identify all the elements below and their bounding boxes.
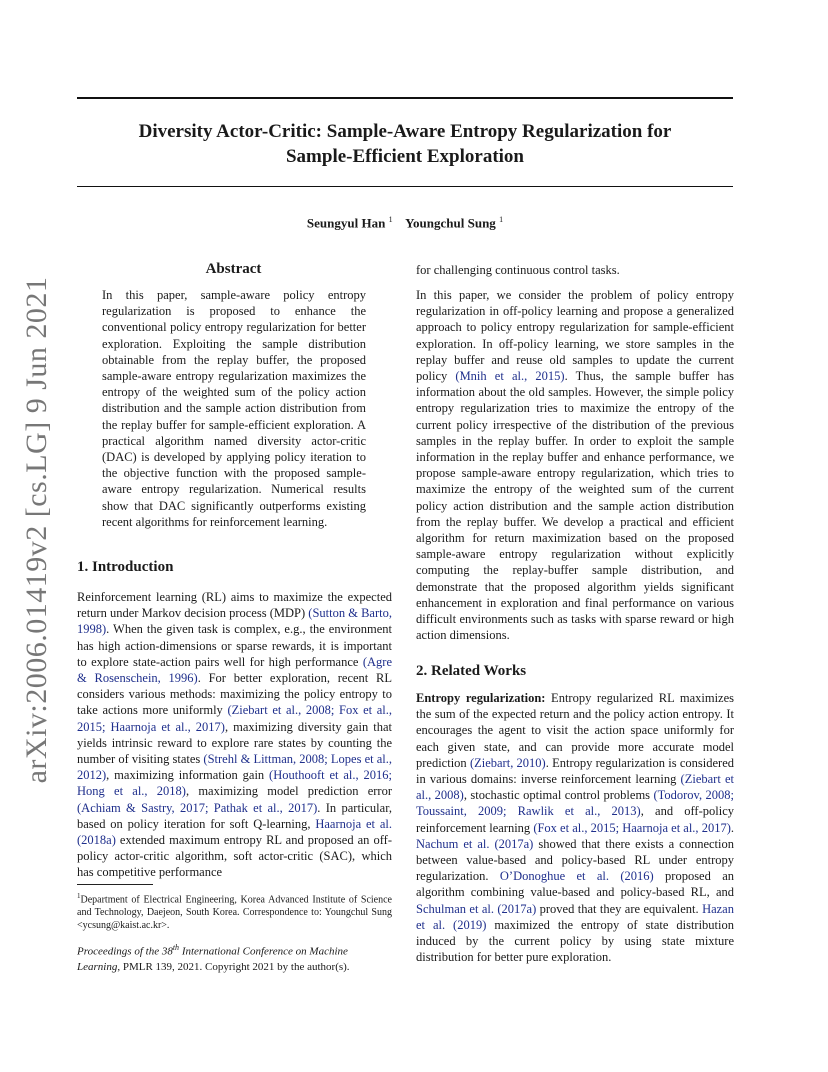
text: proposed an algorithm combining value-based and policy-based RL, and bbox=[416, 869, 734, 900]
citation-link[interactable]: (Ziebart et al., 2008) bbox=[416, 772, 734, 803]
text: In this paper, we consider the problem of policy entropy regularization in off-policy learning and propose a generalized approach to policy entropy regularization for sample-efficient exploration. In off-policy learning, we store samples in the replay buffer and reuse old samples to update the current policy bbox=[416, 288, 734, 384]
citation-link[interactable]: (Ziebart et al., 2008; Fox et al., 2015; Haarnoja et al., 2017) bbox=[77, 703, 392, 734]
text: , maximizing diversity gain that yields intrinsic reward to explore rare states by counting the number of visiting states bbox=[77, 719, 392, 767]
proceedings-sup: th bbox=[172, 943, 180, 952]
abstract-text: In this paper, sample-aware policy entropy regularization is proposed to enhance the conventional policy entropy regularization for better exploration. Exploiting the sample distribution obtainable from the replay buffer, the proposed sample-aware entropy regularization maximizes the entropy of the weighted sum of the policy action distribution and the sample action distribution from the replay buffer for sample-efficient exploration. A practical algorithm named diversity actor-critic (DAC) is developed by applying policy iteration to the objective function with the proposed sample-aware entropy regularization. Numerical results show that DAC significantly outperforms existing recent algorithms for reinforcement learning. bbox=[102, 288, 366, 529]
text: proved that they are equivalent. bbox=[536, 901, 703, 916]
footnote bbox=[77, 890, 392, 932]
citation-link[interactable]: (Todorov, 2008; Toussaint, 2009; Rawlik et al., 2013) bbox=[416, 788, 735, 819]
text: , maximizing model prediction error bbox=[185, 784, 392, 799]
author-list bbox=[77, 215, 733, 231]
citation-link[interactable]: (Sutton & Barto, 1998) bbox=[77, 606, 392, 637]
citation-link[interactable]: Nachum et al. (2017a) bbox=[416, 836, 534, 851]
section-heading-introduction: 1. Introduction bbox=[77, 559, 174, 575]
text: showed that there exists a connection between value-based and policy-based RL under entropy regularization. bbox=[416, 836, 735, 884]
citation-link[interactable]: (Ziebart, 2010) bbox=[469, 755, 546, 770]
citation-link[interactable]: O’Donoghue et al. (2016) bbox=[499, 869, 654, 884]
citation-link[interactable]: (Strehl & Littman, 2008; Lopes et al., 2012) bbox=[77, 752, 392, 783]
citation-link[interactable]: (Mnih et al., 2015) bbox=[455, 369, 565, 384]
text: . In particular, based on policy iteration for soft Q-learning, bbox=[77, 800, 392, 831]
citation-link[interactable]: (Houthooft et al., 2016; Hong et al., 2018) bbox=[77, 768, 392, 799]
title-line-1: Diversity Actor-Critic: Sample-Aware Entropy Regularization for bbox=[138, 121, 672, 142]
text: , maximizing information gain bbox=[106, 768, 270, 783]
citation-link[interactable]: Hazan et al. (2019) bbox=[416, 901, 734, 932]
proceedings-post: , PMLR 139, 2021. Copyright 2021 by the author(s). bbox=[117, 960, 350, 973]
text: , stochastic optimal control problems bbox=[463, 788, 654, 803]
introduction-paragraph bbox=[77, 589, 392, 881]
text: . Thus, the sample buffer has information about the old samples. However, the simple policy entropy regularization tries to maximize the entropy of the current policy irrespective of the distribution of the previous samples in the replay buffer. In order to exploit the sample information in the replay buffer and enhance performance, we propose sample-aware entropy regularization, which tries to maximize the entropy of the weighted sum of the current policy action distribution and the sample action distribution from the replay buffer. We develop a practical and efficient algorithm for return maximization based on the proposed sample-aware entropy regularization without explicitly computing the replay-buffer sample distribution, and demonstrate that the proposed algorithm yields significant enhancement in exploration and final performance on various difficult environments such as tasks with sparse reward or high action dimensions. bbox=[416, 369, 734, 643]
text: maximized the entropy of state distribution induced by the current policy by using state mixture distribution for better pure exploration. bbox=[416, 917, 735, 965]
text: . For better exploration, recent RL considers various methods: maximizing the policy entropy to take actions more uniformly bbox=[77, 671, 393, 718]
proceedings-mid: International Conference on Machine Learning bbox=[77, 945, 348, 973]
citation-link[interactable]: (Achiam & Sastry, 2017; Pathak et al., 2017) bbox=[77, 800, 318, 815]
title-line-2: Sample-Efficient Exploration bbox=[285, 146, 525, 167]
text: extended maximum entropy RL and proposed an off-policy actor-critic algorithm, soft actor-critic (SAC), which has competitive performance bbox=[77, 833, 392, 880]
text: Entropy regularized RL maximizes the sum of the expected return and the policy action entropy. It encourages the agent to visit the action space uniformly for each given state, and can provide more accurate model prediction bbox=[416, 691, 734, 770]
footnote-text: Department of Electrical Engineering, Korea Advanced Institute of Science and Technology, Daejeon, South Korea. Correspondence to: Youngchul Sung <ycsung@kaist.ac.kr>. bbox=[77, 894, 392, 932]
top-rule bbox=[77, 97, 733, 99]
text: . Entropy regularization is considered in various domains: inverse reinforcement learning bbox=[416, 755, 735, 787]
author-name: Youngchul Sung bbox=[405, 215, 496, 231]
title-bottom-rule bbox=[77, 186, 733, 187]
related-works-paragraph bbox=[416, 690, 734, 965]
proceedings-notice bbox=[77, 940, 392, 975]
text: . When the given task is complex, e.g., the environment has high action-dimensions or sparse rewards, it is important to explore state-action pairs well for high performance bbox=[77, 622, 392, 669]
footnote-rule bbox=[77, 884, 153, 885]
section-heading-related-works: 2. Related Works bbox=[416, 663, 527, 679]
affiliation-mark: 1 bbox=[388, 215, 393, 224]
abstract-heading: Abstract bbox=[205, 261, 262, 277]
run-in-heading: Entropy regularization: bbox=[416, 691, 546, 705]
footnote-mark: 1 bbox=[77, 892, 81, 900]
author-name: Seungyul Han bbox=[306, 215, 386, 231]
paper-title bbox=[77, 119, 733, 169]
text: , and off-policy reinforcement learning bbox=[416, 804, 734, 835]
citation-link[interactable]: Haarnoja et al. (2018a) bbox=[77, 816, 392, 848]
introduction-paragraph-2 bbox=[416, 287, 734, 643]
citation-link[interactable]: (Agre & Rosenschein, 1996) bbox=[77, 654, 392, 686]
text: . bbox=[730, 820, 734, 835]
continued-text: for challenging continuous control tasks. bbox=[416, 263, 620, 277]
affiliation-mark: 1 bbox=[499, 215, 504, 224]
proceedings-pre: Proceedings of the 38 bbox=[77, 945, 173, 958]
citation-link[interactable]: Schulman et al. (2017a) bbox=[416, 901, 537, 916]
arxiv-stamp: arXiv:2006.01419v2 [cs.LG] 9 Jun 2021 bbox=[20, 276, 53, 784]
citation-link[interactable]: (Fox et al., 2015; Haarnoja et al., 2017) bbox=[533, 820, 731, 835]
text: Reinforcement learning (RL) aims to maximize the expected return under Markov decision process (MDP) bbox=[77, 590, 392, 621]
